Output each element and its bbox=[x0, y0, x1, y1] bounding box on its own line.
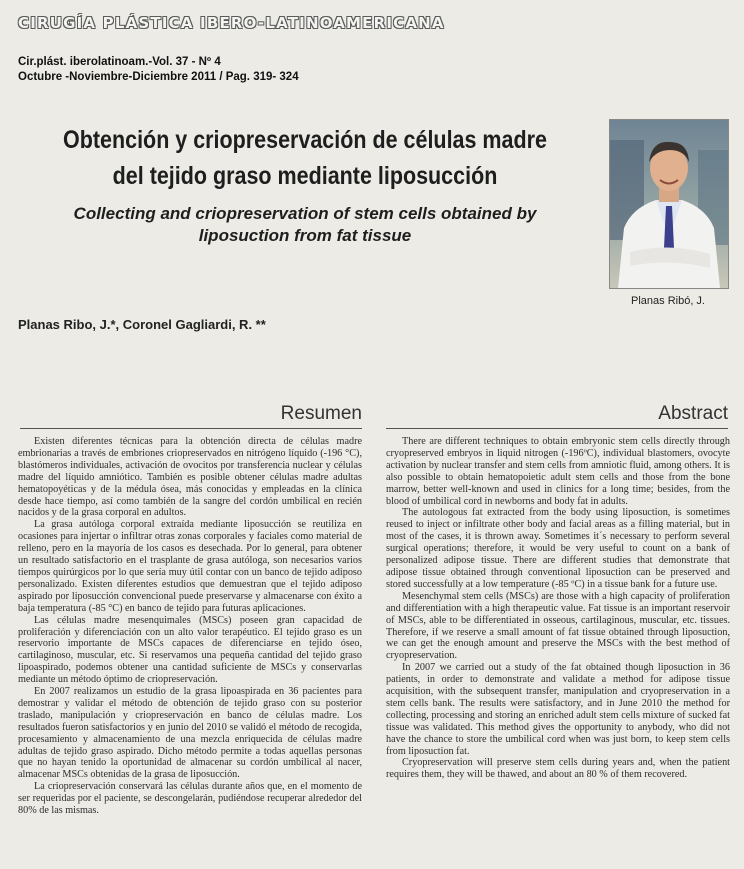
resumen-paragraph: Las células madre mesenquimales (MSCs) poseen gran capacidad de proliferación y diferenciación con un alto valor terapéutico. El tejido graso es un reservorio importante de MSCs capaces de diferenciarse en tejido óseo, cartilaginoso, muscular, etc. Si reservamos una pequeña cantidad del tejido graso lipoaspirado, podemos obtener una cantidad suficiente de MSCs y conservarlas mediante un método óptimo de criopreservación. bbox=[18, 614, 362, 686]
title-es-line-2: del tejido graso mediante liposucción bbox=[112, 162, 498, 190]
title-en-line-1: Collecting and criopreservation of stem cells obtained by bbox=[73, 204, 537, 223]
abstract-paragraph: The autologous fat extracted from the body using liposuction, is sometimes reused to inject or infiltrate other body and facial areas as a filling material, but in most of the cases, it is thrown away. Sometimes it´s necessary to perform several surgical operations; therefore, it would be very useful to count on a bank of personalized adipose tissue. There are different studies that demonstrate that adipose tissue obtained through conventional liposuction can be preserved and stored successfully at a low temperature (-85 ºC) in a tissue bank for a future use. bbox=[386, 507, 730, 590]
author-portrait-illustration bbox=[610, 120, 728, 288]
abstract-paragraph: Cryopreservation will preserve stem cells during years and, when the patient requires them, they will be thawed, and about an 80 % of them recovered. bbox=[386, 757, 730, 781]
resumen-body bbox=[18, 436, 362, 817]
citation-issue-pages: Octubre -Noviembre-Diciembre 2011 / Pag. 319- 324 bbox=[18, 71, 299, 83]
abstract-divider bbox=[386, 428, 728, 429]
article-title-spanish bbox=[60, 122, 550, 194]
resumen-paragraph: La criopreservación conservará las células durante años que, en el momento de ser requeridas por el paciente, se descongelarán, pudiéndose recuperar alrededor del 80% de las mismas. bbox=[18, 781, 362, 817]
abstract-body bbox=[386, 436, 730, 781]
citation-volume: Cir.plást. iberolatinoam.-Vol. 37 - Nº 4 bbox=[18, 56, 221, 68]
abstract-paragraph: Mesenchymal stem cells (MSCs) are those with a high capacity of proliferation and differentiation with a high therapeutic value. Fat tissue is an important reservoir of MSCs, able to be differentiated in osseous, cartilaginous, muscular, etc. tissues. Therefore, if we reserve a small amount of fat tissue obtained through liposuction, we can get the enough amount and preserve the MSCs with the best method of cryopreservation. bbox=[386, 590, 730, 662]
abstract-heading: Abstract bbox=[658, 403, 728, 424]
title-es-line-1: Obtención y criopreservación de células madre bbox=[63, 126, 547, 154]
resumen-paragraph: En 2007 realizamos un estudio de la grasa lipoaspirada en 36 pacientes para demostrar y validar el método de obtención de tejido graso con su posterior traslado, manipulación y criopreservación en banco de células madre. Los resultados fueron satisfactorios y en junio del 2010 se validó el método de recogida, procesamiento y almacenamiento de una mezcla enriquecida de células madre adultas de tejido graso aspirado. Dicho método permite a todas aquellas personas que no hayan tenido la oportunidad de almacenar su cordón umbilical al nacer, almacenar MSCs obtenidas de la grasa de liposucción. bbox=[18, 686, 362, 781]
resumen-heading: Resumen bbox=[280, 403, 362, 424]
photo-caption: Planas Ribó, J. bbox=[631, 295, 705, 307]
author-photo bbox=[609, 119, 729, 289]
title-en-line-2: liposuction from fat tissue bbox=[198, 226, 412, 245]
journal-banner: CIRUGÍA PLÁSTICA IBERO-LATINOAMERICANA bbox=[18, 14, 445, 32]
authors: Planas Ribo, J.*, Coronel Gagliardi, R. ** bbox=[18, 317, 266, 332]
resumen-divider bbox=[20, 428, 362, 429]
abstract-paragraph: There are different techniques to obtain embryonic stem cells directly through cryopreserved embryos in liquid nitrogen (-196ºC), individual blastomers, ovocyte activation by nuclear transfer and stem cells from amniotic fluid, among others. It is also possible to obtain hematopoietic adult stem cells and those from the bone marrow, better well-known and used in clinics for a long time; besides, from the blood of umbilical cord in newborns and body fat in adults. bbox=[386, 436, 730, 507]
resumen-paragraph: Existen diferentes técnicas para la obtención directa de células madre embrionarias a través de embriones criopreservados en nitrógeno líquido (-196 °C), blastómeros individuales, activación de ovocitos por transferencia nuclear y células madre del líquido amniótico. También es posible obtener células madre adultas hematopoyéticas y de la médula ósea, más conocidas y empleadas en la clínica desde hace tiempo, así como también de la sangre del cordón umbilical en recién nacidos y de la grasa corporal en adultos. bbox=[18, 436, 362, 519]
citation bbox=[18, 55, 299, 85]
abstract-paragraph: In 2007 we carried out a study of the fat obtained though liposuction in 36 patients, in order to demonstrate and validate a method for adipose tissue acquisition, with the subsequent transfer, manipulation and cryopreservation in a stem cells bank. The results were satisfactory, and in June 2010 the method for collecting, processing and storing an enriched adult stem cells mixture of sucked fat tissue was validated. This method gives the opportunity to anybody, who did not have the chance to store the umbilical cord when was just born, to keep stem cells from liposuction fat. bbox=[386, 662, 730, 757]
article-title-english bbox=[40, 203, 570, 247]
resumen-paragraph: La grasa autóloga corporal extraída mediante liposucción se reutiliza en ocasiones para injertar o infiltrar otras zonas corporales y faciales como material de relleno, pero en la mayoría de los casos es desechada. Por lo general, para obtener un resultado satisfactorio en el trasplante de grasa autóloga, son necesarios varios tiempos quirúrgicos por lo que sería muy útil contar con un banco de tejido adiposo personalizado. Existen diferentes estudios que demuestran que el tejido adiposo aspirado por liposucción convencional puede preservarse y almacenarse con éxito a baja temperatura (-85 °C) en banco de tejido para futuras aplicaciones. bbox=[18, 519, 362, 614]
